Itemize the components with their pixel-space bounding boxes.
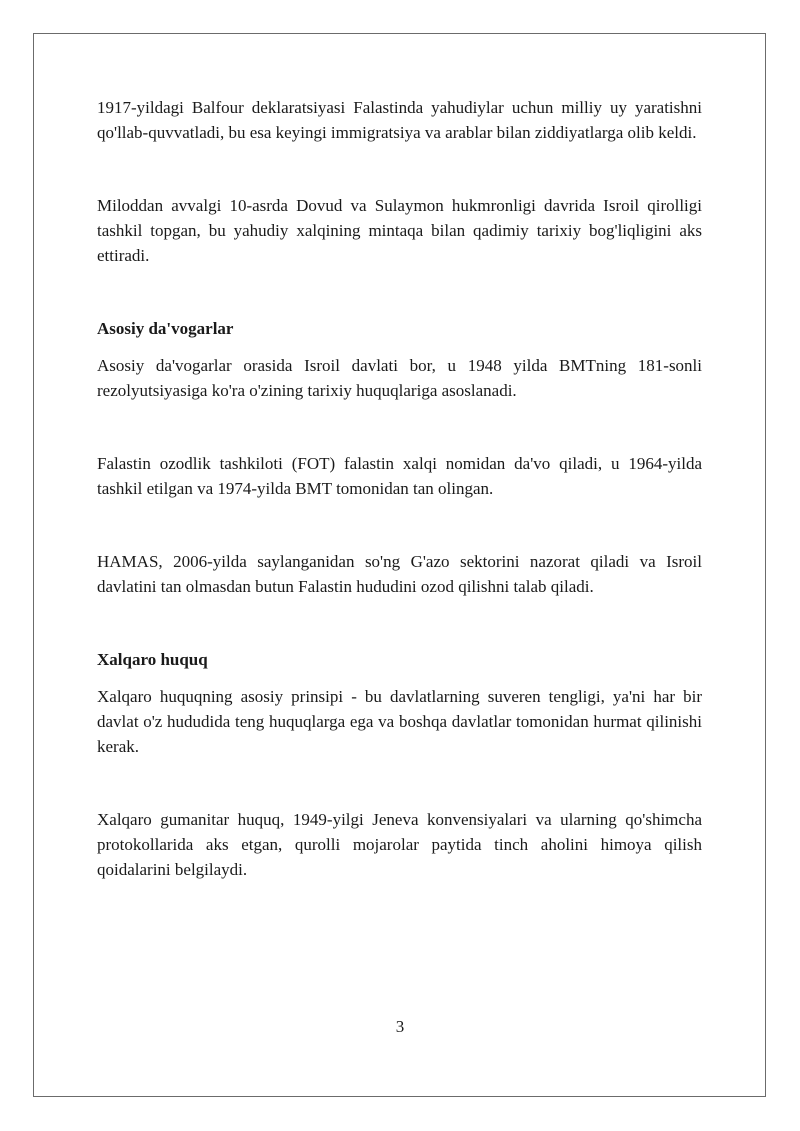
heading-claimants: Asosiy da'vogarlar	[97, 319, 234, 338]
paragraph-hamas-claim: HAMAS, 2006-yilda saylanganidan so'ng G'azo sektorini nazorat qiladi va Isroil davlatini tan olmasdan butun Falastin hududini ozod qilishni talab qiladi.	[97, 552, 702, 596]
paragraph-sovereign-equality: Xalqaro huquqning asosiy prinsipi - bu davlatlarning suveren tengligi, ya'ni har bir davlat o'z hududida teng huquqlarga ega va boshqa davlatlar tomonidan hurmat qilinishi kerak.	[97, 687, 702, 756]
paragraph-plo-claim: Falastin ozodlik tashkiloti (FOT) falastin xalqi nomidan da'vo qiladi, u 1964-yilda tashkil etilgan va 1974-yilda BMT tomonidan tan olingan.	[97, 454, 702, 498]
paragraph-humanitarian-law: Xalqaro gumanitar huquq, 1949-yilgi Jeneva konvensiyalari va ularning qo'shimcha protokollarida aks etgan, qurolli mojarolar paytida tinch aholini himoya qilish qoidalarini belgilaydi.	[97, 810, 702, 879]
heading-international-law: Xalqaro huquq	[97, 650, 208, 669]
paragraph-israel-claim: Asosiy da'vogarlar orasida Isroil davlati bor, u 1948 yilda BMTning 181-sonli rezolyutsiyasiga ko'ra o'zining tarixiy huquqlariga asoslanadi.	[97, 356, 702, 400]
document-body	[97, 95, 702, 882]
paragraph-balfour: 1917-yildagi Balfour deklaratsiyasi Falastinda yahudiylar uchun milliy uy yaratishni qo'llab-quvvatladi, bu esa keyingi immigratsiya va arablar bilan ziddiyatlarga olib keldi.	[97, 98, 702, 142]
paragraph-kingdom: Miloddan avvalgi 10-asrda Dovud va Sulaymon hukmronligi davrida Isroil qirolligi tashkil topgan, bu yahudiy xalqining mintaqa bilan qadimiy tarixiy bog'liqligini aks ettiradi.	[97, 196, 702, 265]
page-number: 3	[395, 1017, 405, 1036]
